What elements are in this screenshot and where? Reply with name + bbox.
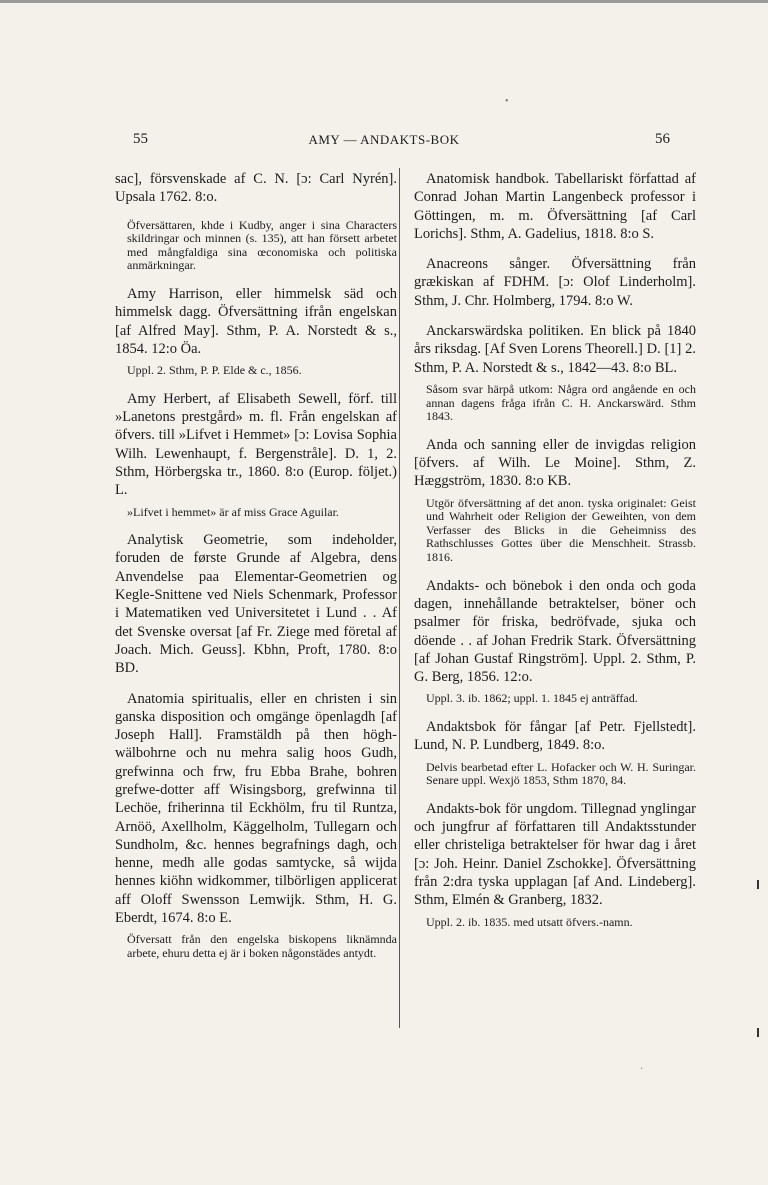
scan-speck: •	[505, 96, 509, 107]
entry-andaktsbok-for-fangar: Andaktsbok för fångar [af Petr. Fjellstedt]. Lund, N. P. Lundberg, 1849. 8:o.	[414, 718, 696, 754]
entry-note: Uppl. 2. ib. 1835. med utsatt öfvers.-namn.	[426, 914, 633, 929]
entry-anda-och-sanning: Anda och sanning eller de invigdas religion [öfvers. af Wilh. Le Moine]. Sthm, Z. Hæggström, 1830. 8:o KB.	[414, 436, 696, 490]
entry-note: Uppl. 3. ib. 1862; uppl. 1. 1845 ej anträffad.	[426, 691, 638, 706]
page-number-left: 55	[133, 131, 148, 147]
entry-anacreons-sanger: Anacreons sånger. Öfversättning från grækiskan af FDHM. [ɔ: Olof Linderholm]. Sthm, J. Chr. Holmberg, 1794. 8:o W.	[414, 256, 696, 309]
page-edge-mark	[757, 1028, 759, 1037]
entry-amy-sac: sac], försvenskade af C. N. [ɔ: Carl Nyrén]. Upsala 1762. 8:o.	[115, 171, 397, 206]
page-edge-mark	[757, 880, 759, 889]
entry-note: Öfversättaren, khde i Kudby, anger i sina Characters skildringar och minnen (s. 135), att han försett arbetet med mångfaldiga sina œconomiska och politiska anmärkningar.	[127, 217, 397, 273]
entry-note: Öfversatt från den engelska biskopens liknämnda arbete, ehuru detta ej är i boken någonstädes antydt.	[127, 932, 397, 960]
right-column	[414, 170, 696, 941]
entry-anatomia-spiritualis: Anatomia spiritualis, eller en christen i sin ganska disposition och omgänge öpenlagdh [af Joseph Hall]. Framstäldh på then högh-wälbohrne och nu mehra salig hoos Gudh, grefwinna och frw, fru Ebba Brahe, bohren grefwe-dotter aff Wisingsborg, grefwinna til Lechöe, friherinna til Eckhölm, fru til Runtza, Arnöö, Axellholm, Käggelholm, Tullegarn och Sundholm, &c. hennes begrafnings dagh, och henne, medh alle godas samtycke, så wijda hennes kiöhn widkommer, tilbörligen applicerat aff Oloff Swensson Lemwijk. Sthm, H. G. Eberdt, 1674. 8:o E.	[115, 690, 397, 927]
entry-andakts-och-bonebok: Andakts- och bönebok i den onda och goda dagen, innehållande betraktelser, böner och psalmer för friska, bedröfvade, sjuka och döende . . af Johan Fredrik Stark. Öfversättning [af Johan Gustaf Ringström]. Uppl. 2. Sthm, P. G. Berg, 1856. 12:o.	[414, 577, 696, 686]
entry-note: Uppl. 2. Sthm, P. P. Elde & c., 1856.	[127, 363, 302, 378]
page-number-right: 56	[655, 131, 670, 147]
entry-amy-herbert: Amy Herbert, af Elisabeth Sewell, förf. till »Lanetons prestgård» m. fl. Från engelskan af öfvers. till »Lifvet i Hemmet» [ɔ: Lovisa Sophia Wilh. Lewenhaupt, f. Bergenstråle]. D. 1, 2. Sthm, Hörbergska tr., 1860. 8:o (Europ. följet.) L.	[115, 390, 397, 499]
entry-anckarswardska: Anckarswärdska politiken. En blick på 1840 års riksdag. [Af Sven Lorens Theorell.] D. [1] 2. Sthm, P. A. Norstedt & s., 1842—43. 8:o BL.	[414, 323, 696, 376]
entry-amy-harrison: Amy Harrison, eller himmelsk säd och himmelsk dagg. Öfversättning ifrån engelskan [af Alfred May]. Sthm, P. A. Norstedt & s., 1854. 12:o Öa.	[115, 285, 397, 357]
running-title: AMY — ANDAKTS-BOK	[308, 132, 460, 147]
entry-note: Utgör öfversättning af det anon. tyska originalet: Geist und Wahrheit oder Religion der Geweihten, von dem Verfasser des Blicks in die Geheimniss des Rathschlusses Gottes über die Menschheit. Strassb. 1816.	[426, 495, 696, 565]
left-column	[115, 170, 397, 973]
scan-speck: ·	[640, 1064, 644, 1075]
entry-anatomisk-handbok: Anatomisk handbok. Tabellariskt författad af Conrad Johan Martin Langenbeck professor i Göttingen, m. m. Öfversättning [af Carl Lorichs]. Sthm, A. Gadelius, 1818. 8:o S.	[414, 171, 696, 242]
entry-andakts-bok-for-ungdom: Andakts-bok för ungdom. Tillegnad ynglingar och jungfrur af författaren till Andaktsstunder eller christeliga betraktelser för hwar dag i året [ɔ: Joh. Heinr. Daniel Zschokke]. Öfversättning från 2:dra tyska upplagan [af And. Lindeberg]. Sthm, Elmén & Granberg, 1832.	[414, 800, 696, 909]
entry-note: »Lifvet i hemmet» är af miss Grace Aguilar.	[127, 504, 339, 519]
entry-note: Delvis bearbetad efter L. Hofacker och W. H. Suringar. Senare uppl. Wexjö 1853, Sthm 1870, 84.	[426, 759, 696, 788]
entry-note: Såsom svar härpå utkom: Några ord angående en och annan dagens fråga ifrån C. H. Anckarswärd. Sthm 1843.	[426, 381, 696, 424]
top-scan-rule	[0, 0, 768, 3]
entry-analytisk-geometrie: Analytisk Geometrie, som indeholder, foruden de første Grunde af Algebra, dens Anvendelse paa Elementar-Geometrien og Kegle-Snittene ved Niels Schenmark, Professor i Matematiken ved Universitetet i Lund . . Af det Svenske oversat [af Fr. Ziege med företal af Joach. Mich. Geuss]. Kbhn, Proft, 1780. 8:o BD.	[115, 532, 397, 677]
column-divider	[399, 168, 400, 1028]
